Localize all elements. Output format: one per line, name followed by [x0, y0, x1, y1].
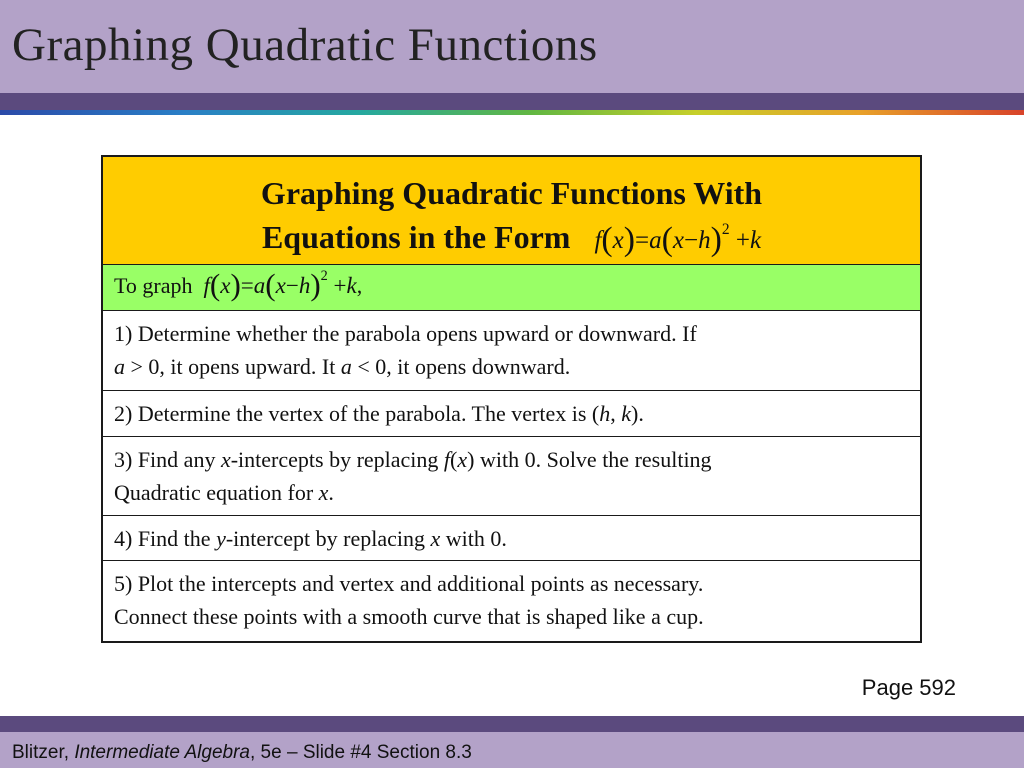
step-1	[103, 311, 920, 391]
step-2	[103, 391, 920, 437]
tg-exp: 2	[320, 268, 328, 285]
step-3-text4: Quadratic equation for	[114, 480, 319, 505]
formula-x: x	[612, 227, 624, 254]
step-3-x1: x	[220, 447, 231, 472]
formula-eq: =	[635, 227, 650, 254]
tg-a: a	[253, 273, 266, 298]
footer-book: Intermediate Algebra	[74, 742, 250, 763]
step-2-h: h	[599, 401, 611, 426]
step-3-line2	[114, 476, 910, 509]
tg-eq: =	[240, 273, 254, 298]
tg-minus: −	[285, 273, 299, 298]
step-3-open: (	[450, 447, 458, 472]
tg-f: f	[203, 273, 210, 298]
tg-x2: x	[275, 273, 286, 298]
step-5	[103, 561, 920, 641]
step-2-k: k	[621, 401, 631, 426]
slide-title: Graphing Quadratic Functions	[12, 19, 598, 71]
formula-k: k	[749, 227, 762, 254]
step-5-line1: 5) Plot the intercepts and vertex and additional points as necessary.	[114, 571, 704, 596]
tg-k: k	[346, 273, 357, 298]
step-2-text1: 2) Determine the vertex of the parabola. The vertex is (	[114, 401, 600, 426]
footer-rest: , 5e – Slide #4 Section 8.3	[250, 742, 472, 763]
footer-citation	[12, 742, 472, 764]
formula-f: f	[594, 227, 602, 254]
box-header-line2	[113, 215, 910, 263]
step-1-a1: a	[114, 354, 125, 379]
step-1-a2: a	[340, 354, 352, 379]
rule-box	[101, 155, 922, 643]
to-graph-row	[103, 265, 920, 311]
step-1-text2: > 0, it opens upward. It	[125, 354, 341, 379]
footer-author: Blitzer,	[12, 742, 75, 763]
step-2-text2: ).	[631, 401, 644, 426]
page-reference: Page 592	[861, 675, 956, 700]
step-4-text3: with 0.	[440, 526, 507, 551]
box-header-line2-text: Equations in the Form	[261, 219, 571, 255]
step-4-text1: 4) Find the	[114, 526, 217, 551]
tg-h: h	[298, 273, 311, 298]
to-graph-prefix: To graph	[114, 273, 193, 298]
tg-x: x	[220, 273, 231, 298]
step-3-text3: ) with 0. Solve the resulting	[467, 447, 712, 472]
box-header-line1: Graphing Quadratic Functions With	[260, 175, 763, 211]
to-graph-formula: $f(x)=a(x-h)^2 +k$	[203, 267, 357, 302]
step-1-text3: < 0, it opens downward.	[351, 354, 571, 379]
formula-x2: x	[672, 227, 684, 254]
step-2-comma: ,	[610, 401, 622, 426]
box-header	[103, 157, 920, 265]
header-formula: $f(x)=a(x-h)^2 +k$	[594, 221, 762, 258]
step-1-line2	[114, 350, 910, 383]
to-graph-suffix: ,	[356, 273, 363, 298]
title-underbar	[0, 93, 1024, 110]
step-4	[103, 516, 920, 561]
formula-plus: +	[735, 227, 750, 254]
step-1-line1: 1) Determine whether the parabola opens upward or downward. If	[114, 321, 697, 346]
step-3-line1	[114, 443, 910, 476]
step-3-period: .	[328, 480, 334, 505]
step-4-text2: -intercept by replacing	[225, 526, 431, 551]
step-3	[103, 437, 920, 516]
step-5-line2: Connect these points with a smooth curve that is shaped like a cup.	[114, 604, 704, 629]
step-3-text2: -intercepts by replacing	[230, 447, 444, 472]
step-3-x3: x	[318, 480, 329, 505]
step-3-f: f	[443, 447, 451, 472]
formula-exp: 2	[721, 221, 730, 239]
tg-plus: +	[333, 273, 347, 298]
footer-stripe	[0, 716, 1024, 732]
step-4-x: x	[430, 526, 441, 551]
formula-a: a	[649, 227, 662, 254]
step-4-y: y	[216, 526, 226, 551]
step-3-x2: x	[457, 447, 468, 472]
formula-minus: −	[683, 227, 699, 254]
formula-h: h	[698, 227, 711, 254]
rainbow-divider	[0, 110, 1024, 115]
step-3-text1: 3) Find any	[114, 447, 221, 472]
